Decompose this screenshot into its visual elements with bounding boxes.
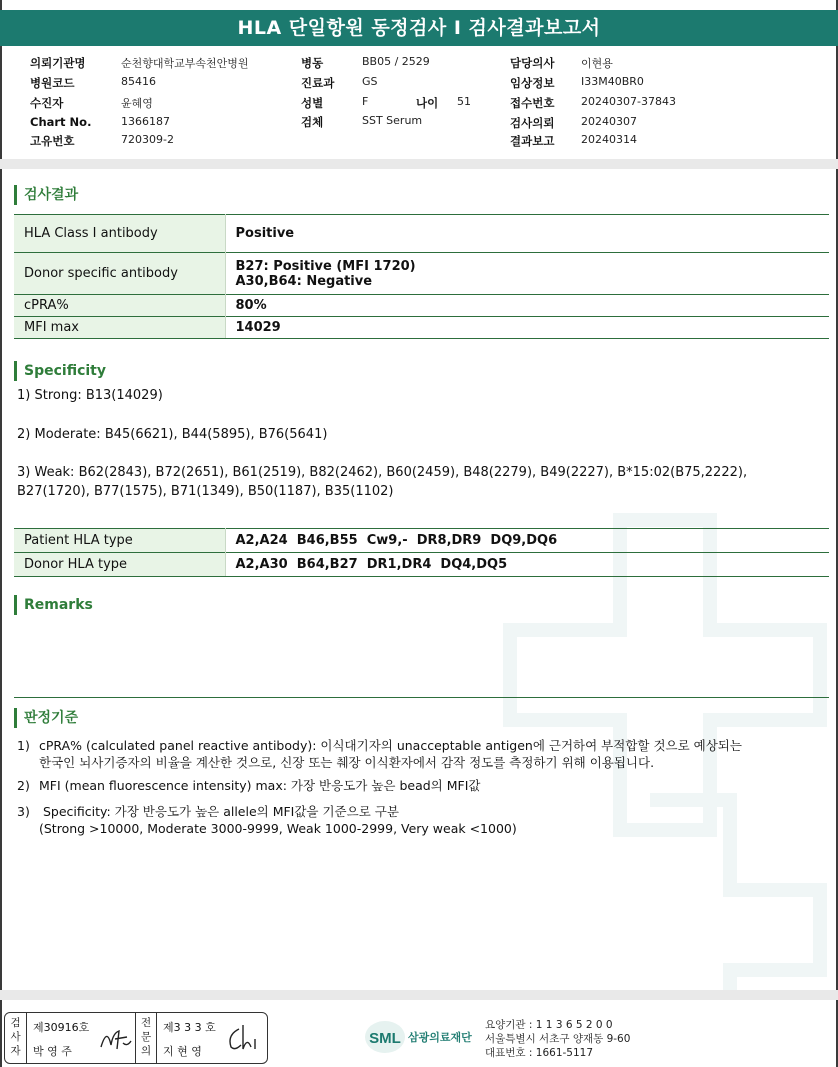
age-value: 51: [457, 95, 471, 108]
specialist-license: 제3 3 3 호: [163, 1021, 216, 1034]
criteria-item: [17, 777, 817, 794]
criteria-text: (Strong >10000, Moderate 3000-9999, Weak 1000-2999, Very weak <1000): [39, 821, 517, 836]
specialist-name: 지 현 영: [163, 1045, 202, 1058]
result-value-multiline: [225, 253, 829, 295]
info-value: 20240314: [581, 133, 637, 146]
info-label: 의뢰기관명: [30, 56, 86, 70]
info-value: 순천향대학교부속천안병원: [121, 57, 249, 70]
sml-logo-mark: [364, 1020, 406, 1054]
tester-label: [5, 1013, 27, 1063]
result-key: MFI max: [14, 317, 225, 339]
info-label: 진료과: [301, 76, 335, 90]
specialist-label-text: 전문의: [141, 1017, 152, 1057]
sml-logo-text: SML: [369, 1030, 401, 1047]
info-value: 720309-2: [121, 133, 174, 146]
report-title: HLA 단일항원 동정검사 I 검사결과보고서: [0, 10, 838, 46]
institution-phone: 대표번호 : 1661-5117: [485, 1047, 594, 1059]
table-row: [14, 253, 829, 295]
criteria-text: Specificity: 가장 반응도가 높은 allele의 MFI값을 기준으로 구분: [39, 804, 399, 819]
dsa-line: B27: Positive (MFI 1720): [235, 258, 416, 274]
info-label: 담당의사: [510, 56, 555, 70]
info-value: GS: [362, 75, 378, 88]
info-value: F: [362, 95, 369, 108]
foundation-name: 삼광의료재단: [408, 1031, 472, 1044]
institution-address: 서울특별시 서초구 양재동 9-60: [485, 1033, 631, 1045]
info-value: SST Serum: [362, 114, 423, 127]
info-label: 고유번호: [30, 134, 75, 148]
results-table: [14, 214, 829, 339]
tester-name: 박 영 주: [33, 1045, 72, 1058]
info-value: 20240307: [581, 115, 637, 128]
info-label: 임상정보: [510, 76, 555, 90]
criteria-text: MFI (mean fluorescence intensity) max: 가장 반응도가 높은 bead의 MFI값: [39, 778, 481, 793]
age-label: 나이: [416, 96, 439, 110]
criteria-item: [17, 803, 817, 837]
info-label: 검사의뢰: [510, 116, 555, 130]
criteria-number: 2): [17, 778, 30, 793]
remarks-section-title: Remarks: [14, 595, 93, 615]
criteria-section-title: 판정기준: [14, 708, 78, 728]
specialist-label: [135, 1013, 157, 1063]
specialist-signature: [225, 1021, 263, 1055]
hla-key: Patient HLA type: [14, 529, 225, 553]
tester-license: 제30916호: [33, 1021, 90, 1034]
info-value: 20240307-37843: [581, 95, 676, 108]
info-value: 85416: [121, 75, 156, 88]
criteria-number: 1): [17, 738, 30, 753]
institution-info: [485, 1018, 630, 1060]
result-key: Donor specific antibody: [14, 253, 225, 295]
info-label: 수진자: [30, 96, 64, 110]
specificity-weak-line2: B27(1720), B77(1575), B71(1349), B50(1187), B35(1102): [17, 484, 394, 499]
info-value: I33M40BR0: [581, 75, 644, 88]
table-row: [14, 553, 829, 577]
dsa-line: A30,B64: Negative: [235, 273, 373, 289]
info-value: 1366187: [121, 115, 170, 128]
remarks-bottom-rule: [14, 697, 829, 698]
patient-info-block: [0, 55, 838, 155]
table-row: [14, 317, 829, 339]
hla-value: A2,A24 B46,B55 Cw9,- DR8,DR9 DQ9,DQ6: [225, 529, 829, 553]
criteria-item: [17, 737, 817, 771]
sml-logo: [364, 1018, 484, 1058]
table-row: [14, 295, 829, 317]
specificity-weak-line1: 3) Weak: B62(2843), B72(2651), B61(2519), B82(2462), B60(2459), B48(2279), B49(2227), B*15:02(B75,2222),: [17, 465, 748, 480]
result-value: Positive: [225, 215, 829, 253]
table-row: [14, 529, 829, 553]
signature-box: [4, 1012, 268, 1064]
table-row: [14, 215, 829, 253]
info-label: 접수번호: [510, 96, 555, 110]
hla-type-table: [14, 528, 829, 577]
hla-value: A2,A30 B64,B27 DR1,DR4 DQ4,DQ5: [225, 553, 829, 577]
hla-key: Donor HLA type: [14, 553, 225, 577]
info-value: BB05 / 2529: [362, 55, 430, 68]
results-section-title: 검사결과: [14, 185, 78, 205]
info-label: Chart No.: [30, 115, 92, 129]
criteria-text: 한국인 뇌사기증자의 비율을 계산한 것으로, 신장 또는 췌장 이식환자에서 감작 정도를 측정하기 위해 이용됩니다.: [39, 755, 655, 770]
info-value: 윤혜영: [121, 97, 153, 110]
specificity-section-title: Specificity: [14, 361, 106, 381]
report-footer: [0, 990, 838, 1067]
info-label: 검체: [301, 115, 324, 129]
tester-signature: [97, 1023, 133, 1053]
result-value: 80%: [225, 295, 829, 317]
info-label: 병동: [301, 56, 324, 70]
specificity-moderate: 2) Moderate: B45(6621), B44(5895), B76(5641): [17, 427, 328, 442]
info-value: 이현용: [581, 57, 613, 70]
criteria-number: 3): [17, 804, 30, 819]
result-key: cPRA%: [14, 295, 225, 317]
result-key: HLA Class I antibody: [14, 215, 225, 253]
specificity-strong: 1) Strong: B13(14029): [17, 388, 163, 403]
info-label: 성별: [301, 96, 324, 110]
separator: [0, 159, 838, 169]
info-label: 결과보고: [510, 134, 555, 148]
institution-code: 요양기관 : 1 1 3 6 5 2 0 0: [485, 1019, 613, 1031]
tester-label-text: 검사자: [10, 1017, 21, 1057]
criteria-text: cPRA% (calculated panel reactive antibody): 이식대기자의 unacceptable antigen에 근거하여 부적합할 것으로 예상되는: [39, 738, 742, 753]
info-label: 병원코드: [30, 76, 75, 90]
result-value: 14029: [225, 317, 829, 339]
